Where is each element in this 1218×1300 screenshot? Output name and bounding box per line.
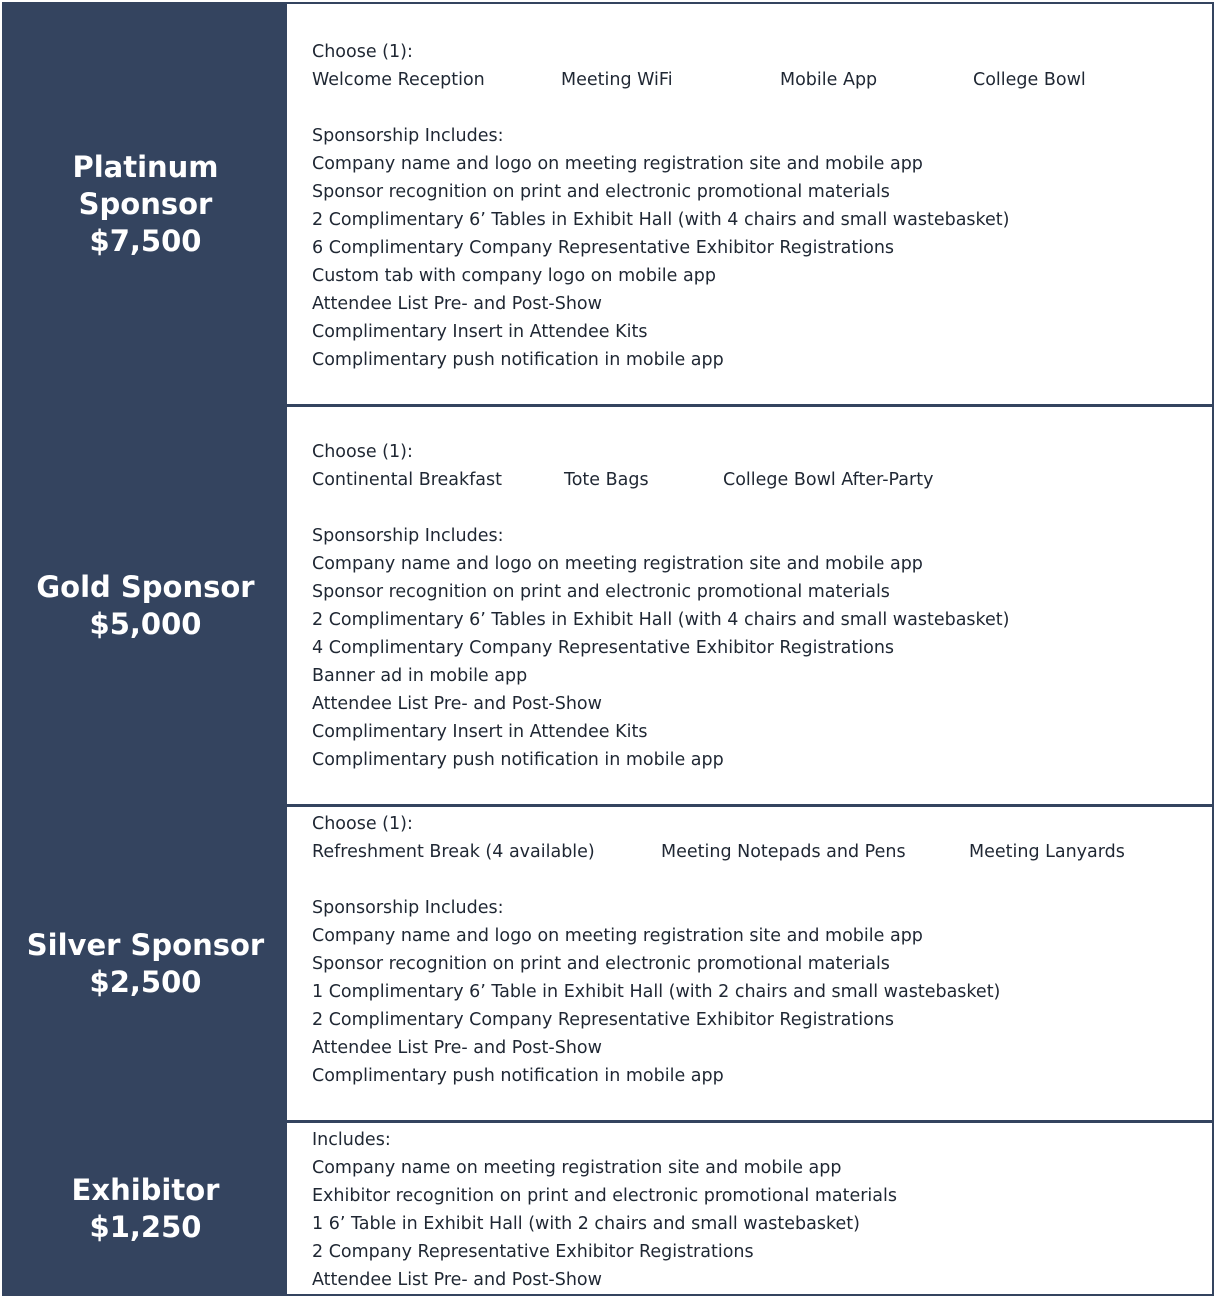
include-item: Attendee List Pre- and Post-Show: [312, 1270, 602, 1290]
include-item: 2 Complimentary 6’ Tables in Exhibit Hall (with 4 chairs and small wastebasket): [312, 610, 1010, 630]
tier-name-line: Platinum: [72, 149, 219, 184]
include-item: Company name and logo on meeting registration site and mobile app: [312, 926, 923, 946]
include-item: Attendee List Pre- and Post-Show: [312, 694, 602, 714]
choose-label: Choose (1):: [312, 814, 413, 834]
choice-option: Tote Bags: [564, 470, 649, 490]
tier-details-platinum: [287, 4, 1212, 404]
choice-option: Refreshment Break (4 available): [312, 842, 595, 862]
tier-row-gold: [4, 404, 1212, 804]
choose-label: Choose (1):: [312, 42, 413, 62]
include-item: Complimentary push notification in mobile app: [312, 1066, 724, 1086]
tier-label-gold: [4, 407, 287, 804]
tier-name-line: Exhibitor: [71, 1172, 220, 1207]
tier-price: $2,500: [89, 964, 202, 999]
choice-option: College Bowl: [973, 70, 1086, 90]
include-item: Company name on meeting registration site and mobile app: [312, 1158, 842, 1178]
include-item: Sponsor recognition on print and electronic promotional materials: [312, 582, 890, 602]
tier-price: $1,250: [89, 1209, 202, 1244]
tier-price: $5,000: [89, 606, 202, 641]
include-item: 1 6’ Table in Exhibit Hall (with 2 chairs and small wastebasket): [312, 1214, 860, 1234]
tier-label-silver: [4, 807, 287, 1120]
include-item: Complimentary push notification in mobile app: [312, 350, 724, 370]
include-item: Exhibitor recognition on print and electronic promotional materials: [312, 1186, 897, 1206]
choose-label: Choose (1):: [312, 442, 413, 462]
includes-label: Sponsorship Includes:: [312, 526, 504, 546]
include-item: 6 Complimentary Company Representative Exhibitor Registrations: [312, 238, 895, 258]
include-item: 2 Complimentary 6’ Tables in Exhibit Hall (with 4 chairs and small wastebasket): [312, 210, 1010, 230]
include-item: Sponsor recognition on print and electronic promotional materials: [312, 954, 890, 974]
include-item: 4 Complimentary Company Representative Exhibitor Registrations: [312, 638, 895, 658]
include-item: Complimentary Insert in Attendee Kits: [312, 722, 648, 742]
choice-options: [312, 466, 1212, 494]
includes-label: Sponsorship Includes:: [312, 126, 504, 146]
include-item: 1 Complimentary 6’ Table in Exhibit Hall (with 2 chairs and small wastebasket): [312, 982, 1001, 1002]
include-item: 2 Complimentary Company Representative Exhibitor Registrations: [312, 1010, 895, 1030]
tier-details-gold: [287, 407, 1212, 804]
choice-option: Meeting Lanyards: [969, 842, 1125, 862]
tier-name-line: Sponsor: [78, 186, 213, 221]
include-item: Attendee List Pre- and Post-Show: [312, 294, 602, 314]
tier-row-platinum: [4, 4, 1212, 404]
choice-option: Mobile App: [780, 70, 878, 90]
include-item: Company name and logo on meeting registration site and mobile app: [312, 154, 923, 174]
include-item: Banner ad in mobile app: [312, 666, 528, 686]
choice-option: Continental Breakfast: [312, 470, 503, 490]
tier-label-exhibitor: [4, 1123, 287, 1294]
choice-option: Welcome Reception: [312, 70, 485, 90]
tier-price: $7,500: [89, 223, 202, 258]
include-item: Attendee List Pre- and Post-Show: [312, 1038, 602, 1058]
include-item: Sponsor recognition on print and electronic promotional materials: [312, 182, 890, 202]
choice-option: College Bowl After-Party: [723, 470, 934, 490]
include-item: Complimentary push notification in mobile app: [312, 750, 724, 770]
tier-name-line: Silver Sponsor: [26, 927, 265, 962]
includes-label: Includes:: [312, 1130, 391, 1150]
include-item: Company name and logo on meeting registration site and mobile app: [312, 554, 923, 574]
tier-details-silver: [287, 807, 1212, 1120]
choice-options: [312, 66, 1212, 94]
choice-option: Meeting Notepads and Pens: [661, 842, 906, 862]
choice-option: Meeting WiFi: [561, 70, 673, 90]
include-item: 2 Company Representative Exhibitor Registrations: [312, 1242, 754, 1262]
sponsorship-table: [2, 2, 1214, 1296]
tier-row-exhibitor: [4, 1120, 1212, 1294]
choice-options: [312, 838, 1212, 866]
tier-details-exhibitor: [287, 1123, 1212, 1294]
include-item: Complimentary Insert in Attendee Kits: [312, 322, 648, 342]
include-item: Custom tab with company logo on mobile app: [312, 266, 716, 286]
tier-row-silver: [4, 804, 1212, 1120]
tier-name-line: Gold Sponsor: [36, 569, 255, 604]
includes-label: Sponsorship Includes:: [312, 898, 504, 918]
tier-label-platinum: [4, 4, 287, 404]
